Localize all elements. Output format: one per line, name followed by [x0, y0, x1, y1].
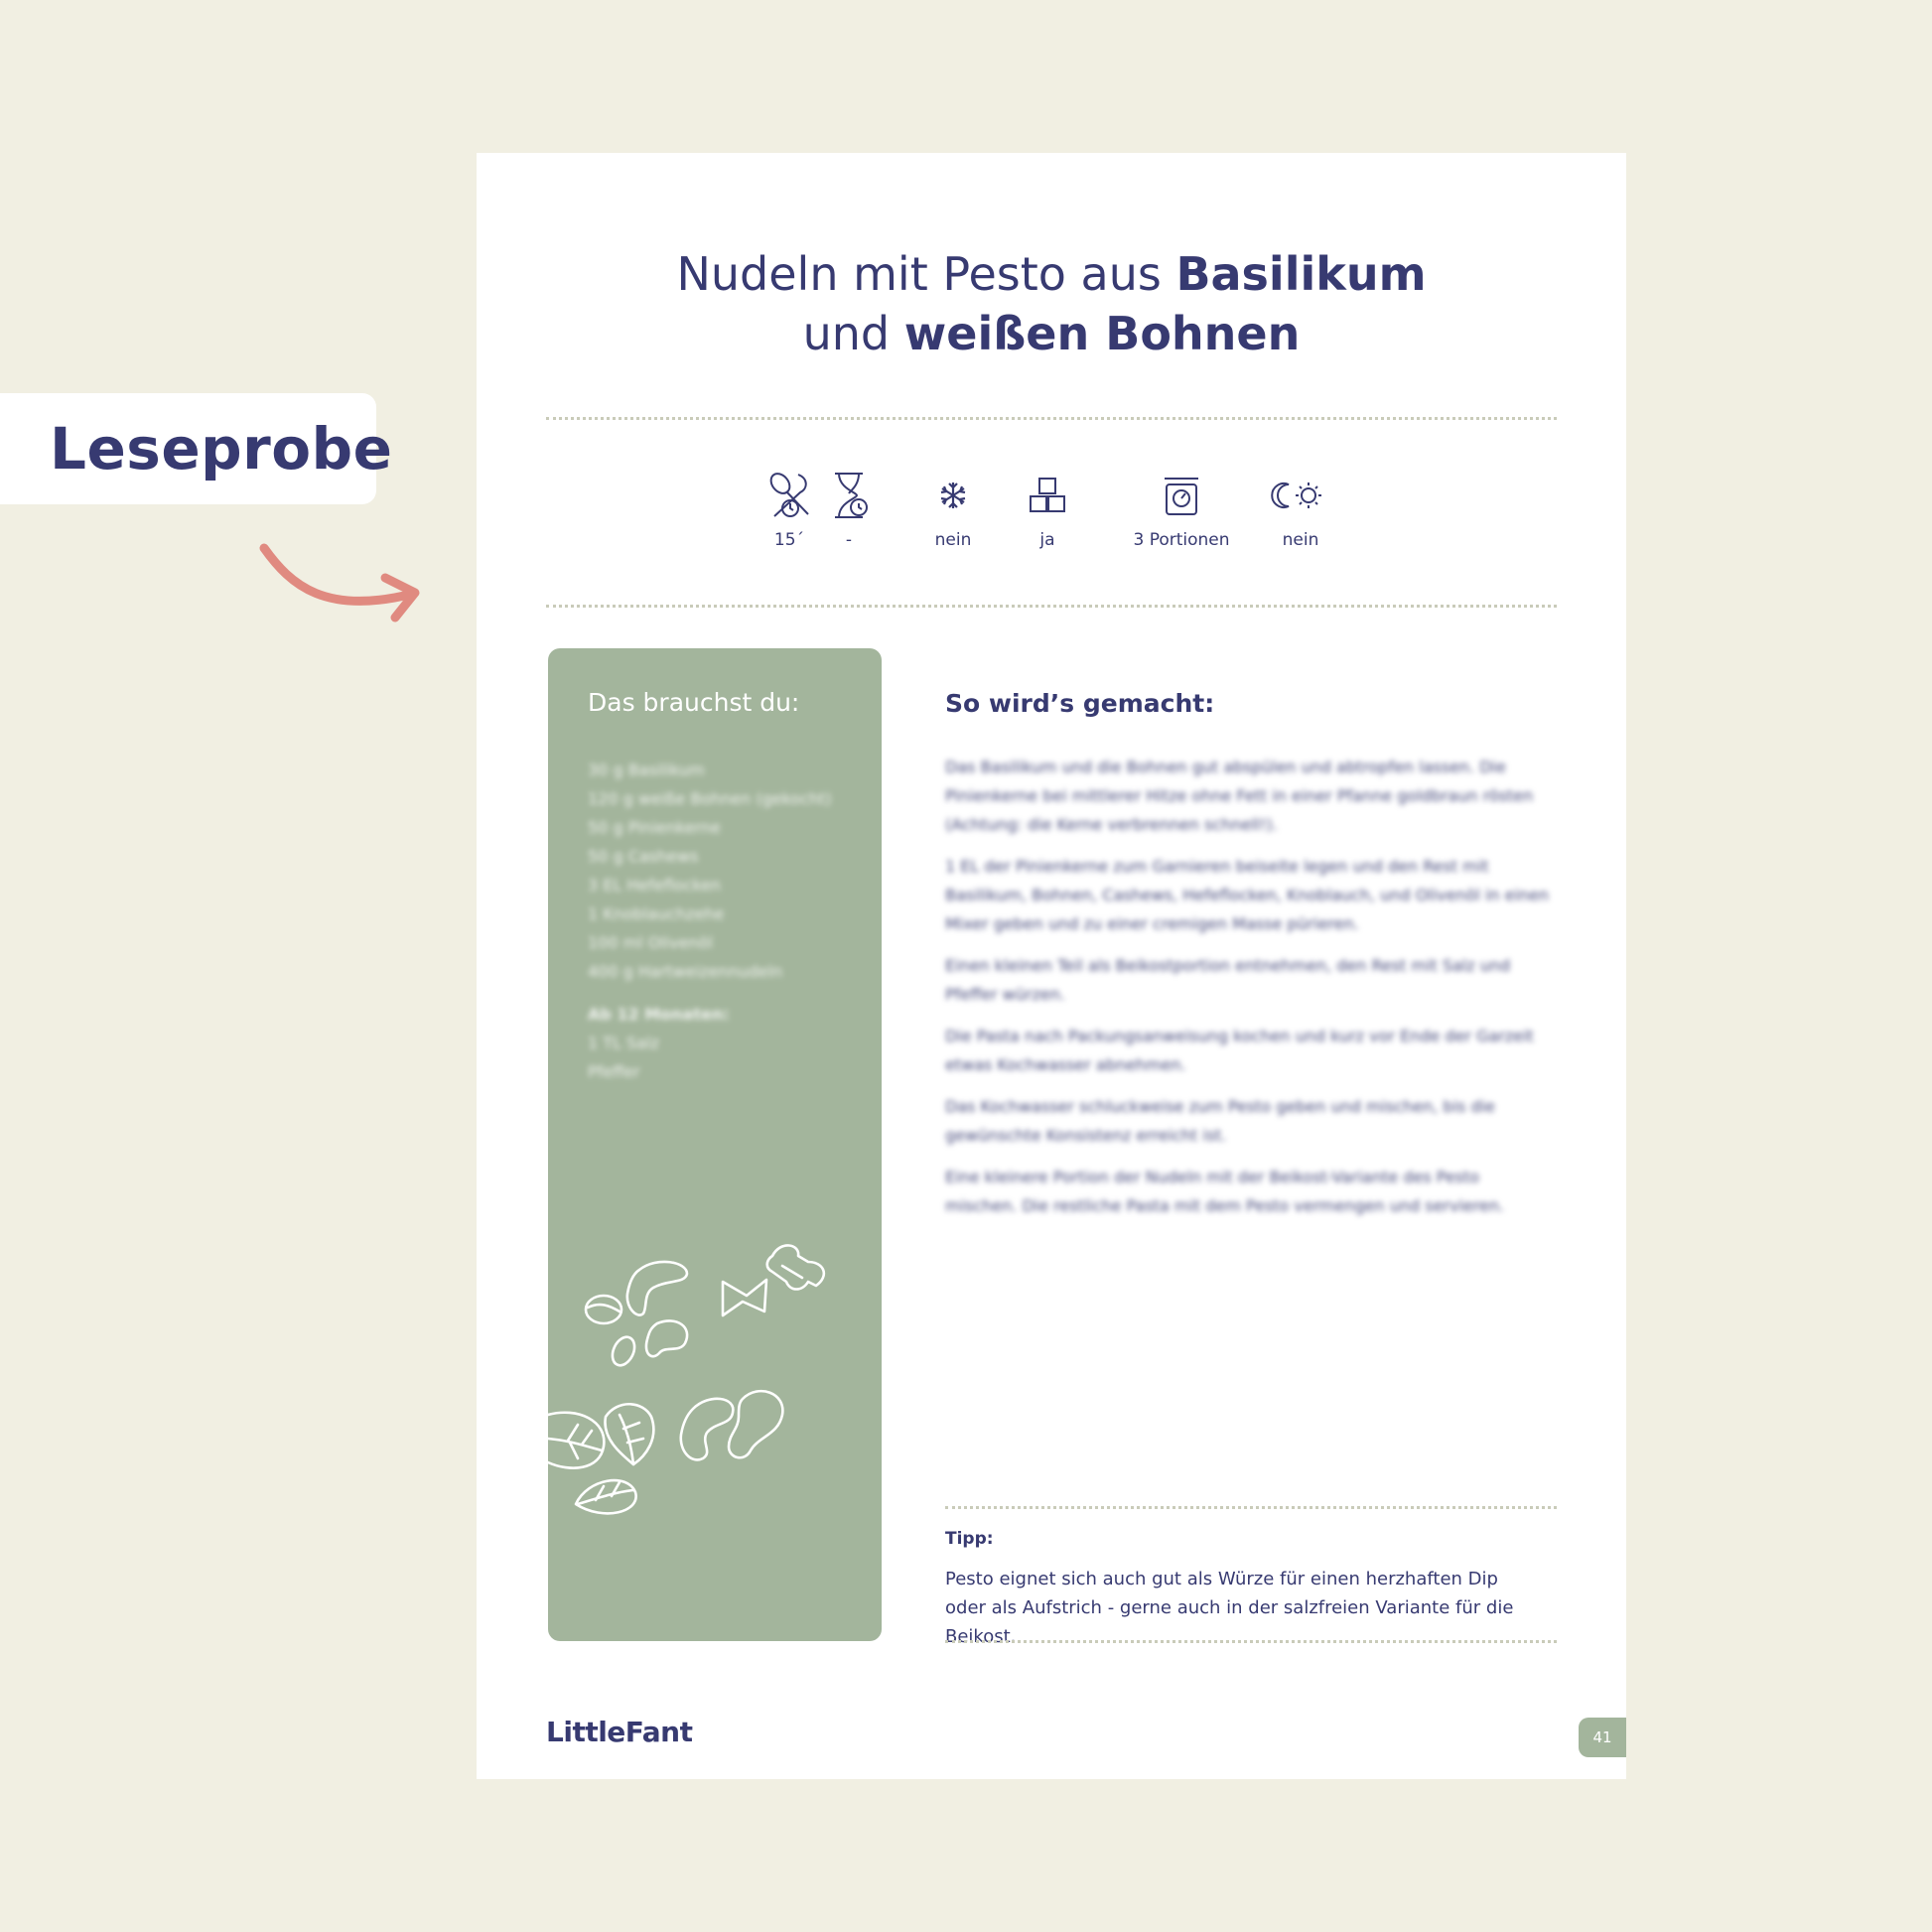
whisk-spoon-icon — [764, 471, 814, 520]
leseprobe-badge — [0, 393, 393, 504]
meta-rest-time — [829, 471, 869, 550]
tip-text: Pesto eignet sich auch gut als Würze für einen herzhaften Dip oder als Aufstrich - gerne auch in der salzfreien Variante für die Beikost. — [945, 1569, 1514, 1647]
tip-heading: Tipp: — [945, 1529, 994, 1549]
snowflake-icon — [928, 471, 978, 520]
meta-label: nein — [1282, 530, 1319, 550]
ingredient-item: 30 g Basilikum — [588, 760, 705, 779]
tip-divider-top — [945, 1506, 1557, 1509]
page-number: 41 — [1579, 1718, 1626, 1757]
hourglass-icon — [829, 471, 869, 520]
curved-arrow-icon — [256, 536, 427, 635]
meta-portions — [1127, 471, 1236, 550]
recipe-page — [477, 153, 1626, 1779]
cubes-icon — [1023, 471, 1072, 520]
meta-prep-time — [764, 471, 814, 550]
divider-top — [546, 417, 1557, 420]
meta-day-night — [1266, 471, 1335, 550]
ingredient-item: 120 g weiße Bohnen (gekocht) — [588, 789, 832, 808]
divider-bottom — [546, 605, 1557, 608]
ingredients-subheading: Ab 12 Monaten: — [588, 1005, 730, 1024]
recipe-meta-row — [477, 471, 1626, 560]
meta-label: 15´ — [773, 530, 805, 550]
ingredient-item: 50 g Cashews — [588, 847, 699, 866]
ingredients-panel — [548, 648, 882, 1641]
instruction-step: Eine kleinere Portion der Nudeln mit der Beikost-Variante des Pesto mischen. Die restliche Pasta mit dem Pesto vermengen und servieren. — [945, 1168, 1505, 1215]
tip-divider-bottom — [945, 1640, 1557, 1643]
ingredients-heading: Das brauchst du: — [588, 688, 800, 717]
meta-label: 3 Portionen — [1133, 530, 1230, 550]
instruction-step: Das Kochwasser schluckweise zum Pesto geben und mischen, bis die gewünschte Konsistenz erreicht ist. — [945, 1097, 1495, 1145]
meta-cubes — [1018, 471, 1077, 550]
meta-label: - — [845, 530, 853, 550]
ingredient-item: 3 EL Hefeflocken — [588, 876, 722, 895]
moon-sun-icon — [1271, 471, 1330, 520]
badge-label: Leseprobe — [50, 415, 393, 483]
instruction-step: Einen kleinen Teil als Beikostportion entnehmen, den Rest mit Salz und Pfeffer würzen. — [945, 956, 1511, 1004]
instructions-heading: So wird’s gemacht: — [945, 689, 1215, 718]
instructions-list — [945, 753, 1556, 1233]
recipe-title: Nudeln mit Pesto aus Basilikum und weißen Bohnen — [676, 247, 1427, 360]
food-doodle-icon — [548, 1204, 882, 1641]
instruction-step: Die Pasta nach Packungsanweisung kochen und kurz vor Ende der Garzeit etwas Kochwasser abnehmen. — [945, 1027, 1534, 1074]
meta-label: nein — [934, 530, 972, 550]
meta-label: ja — [1039, 530, 1055, 550]
instruction-step: 1 EL der Pinienkerne zum Garnieren beiseite legen und den Rest mit Basilikum, Bohnen, Cashews, Hefeflocken, Knoblauch, und Olivenöl in einen Mixer geben und zu einer cremigen Masse pürieren. — [945, 857, 1550, 933]
ingredient-item: Pfeffer — [588, 1062, 640, 1081]
scale-icon — [1157, 471, 1206, 520]
ingredient-item: 50 g Pinienkerne — [588, 818, 721, 837]
brand-logo: LittleFant — [546, 1716, 693, 1748]
ingredient-item: 1 TL Salz — [588, 1034, 659, 1052]
ingredient-item: 400 g Hartweizennudeln — [588, 962, 783, 981]
ingredients-list — [588, 756, 832, 1086]
instruction-step: Das Basilikum und die Bohnen gut abspülen und abtropfen lassen. Die Pinienkerne bei mittlerer Hitze ohne Fett in einer Pfanne goldbraun rösten (Achtung: die Kerne verbrennen schnell!). — [945, 758, 1534, 834]
meta-freezable — [918, 471, 988, 550]
ingredient-item: 1 Knoblauchzehe — [588, 904, 725, 923]
ingredient-item: 100 ml Olivenöl — [588, 933, 713, 952]
